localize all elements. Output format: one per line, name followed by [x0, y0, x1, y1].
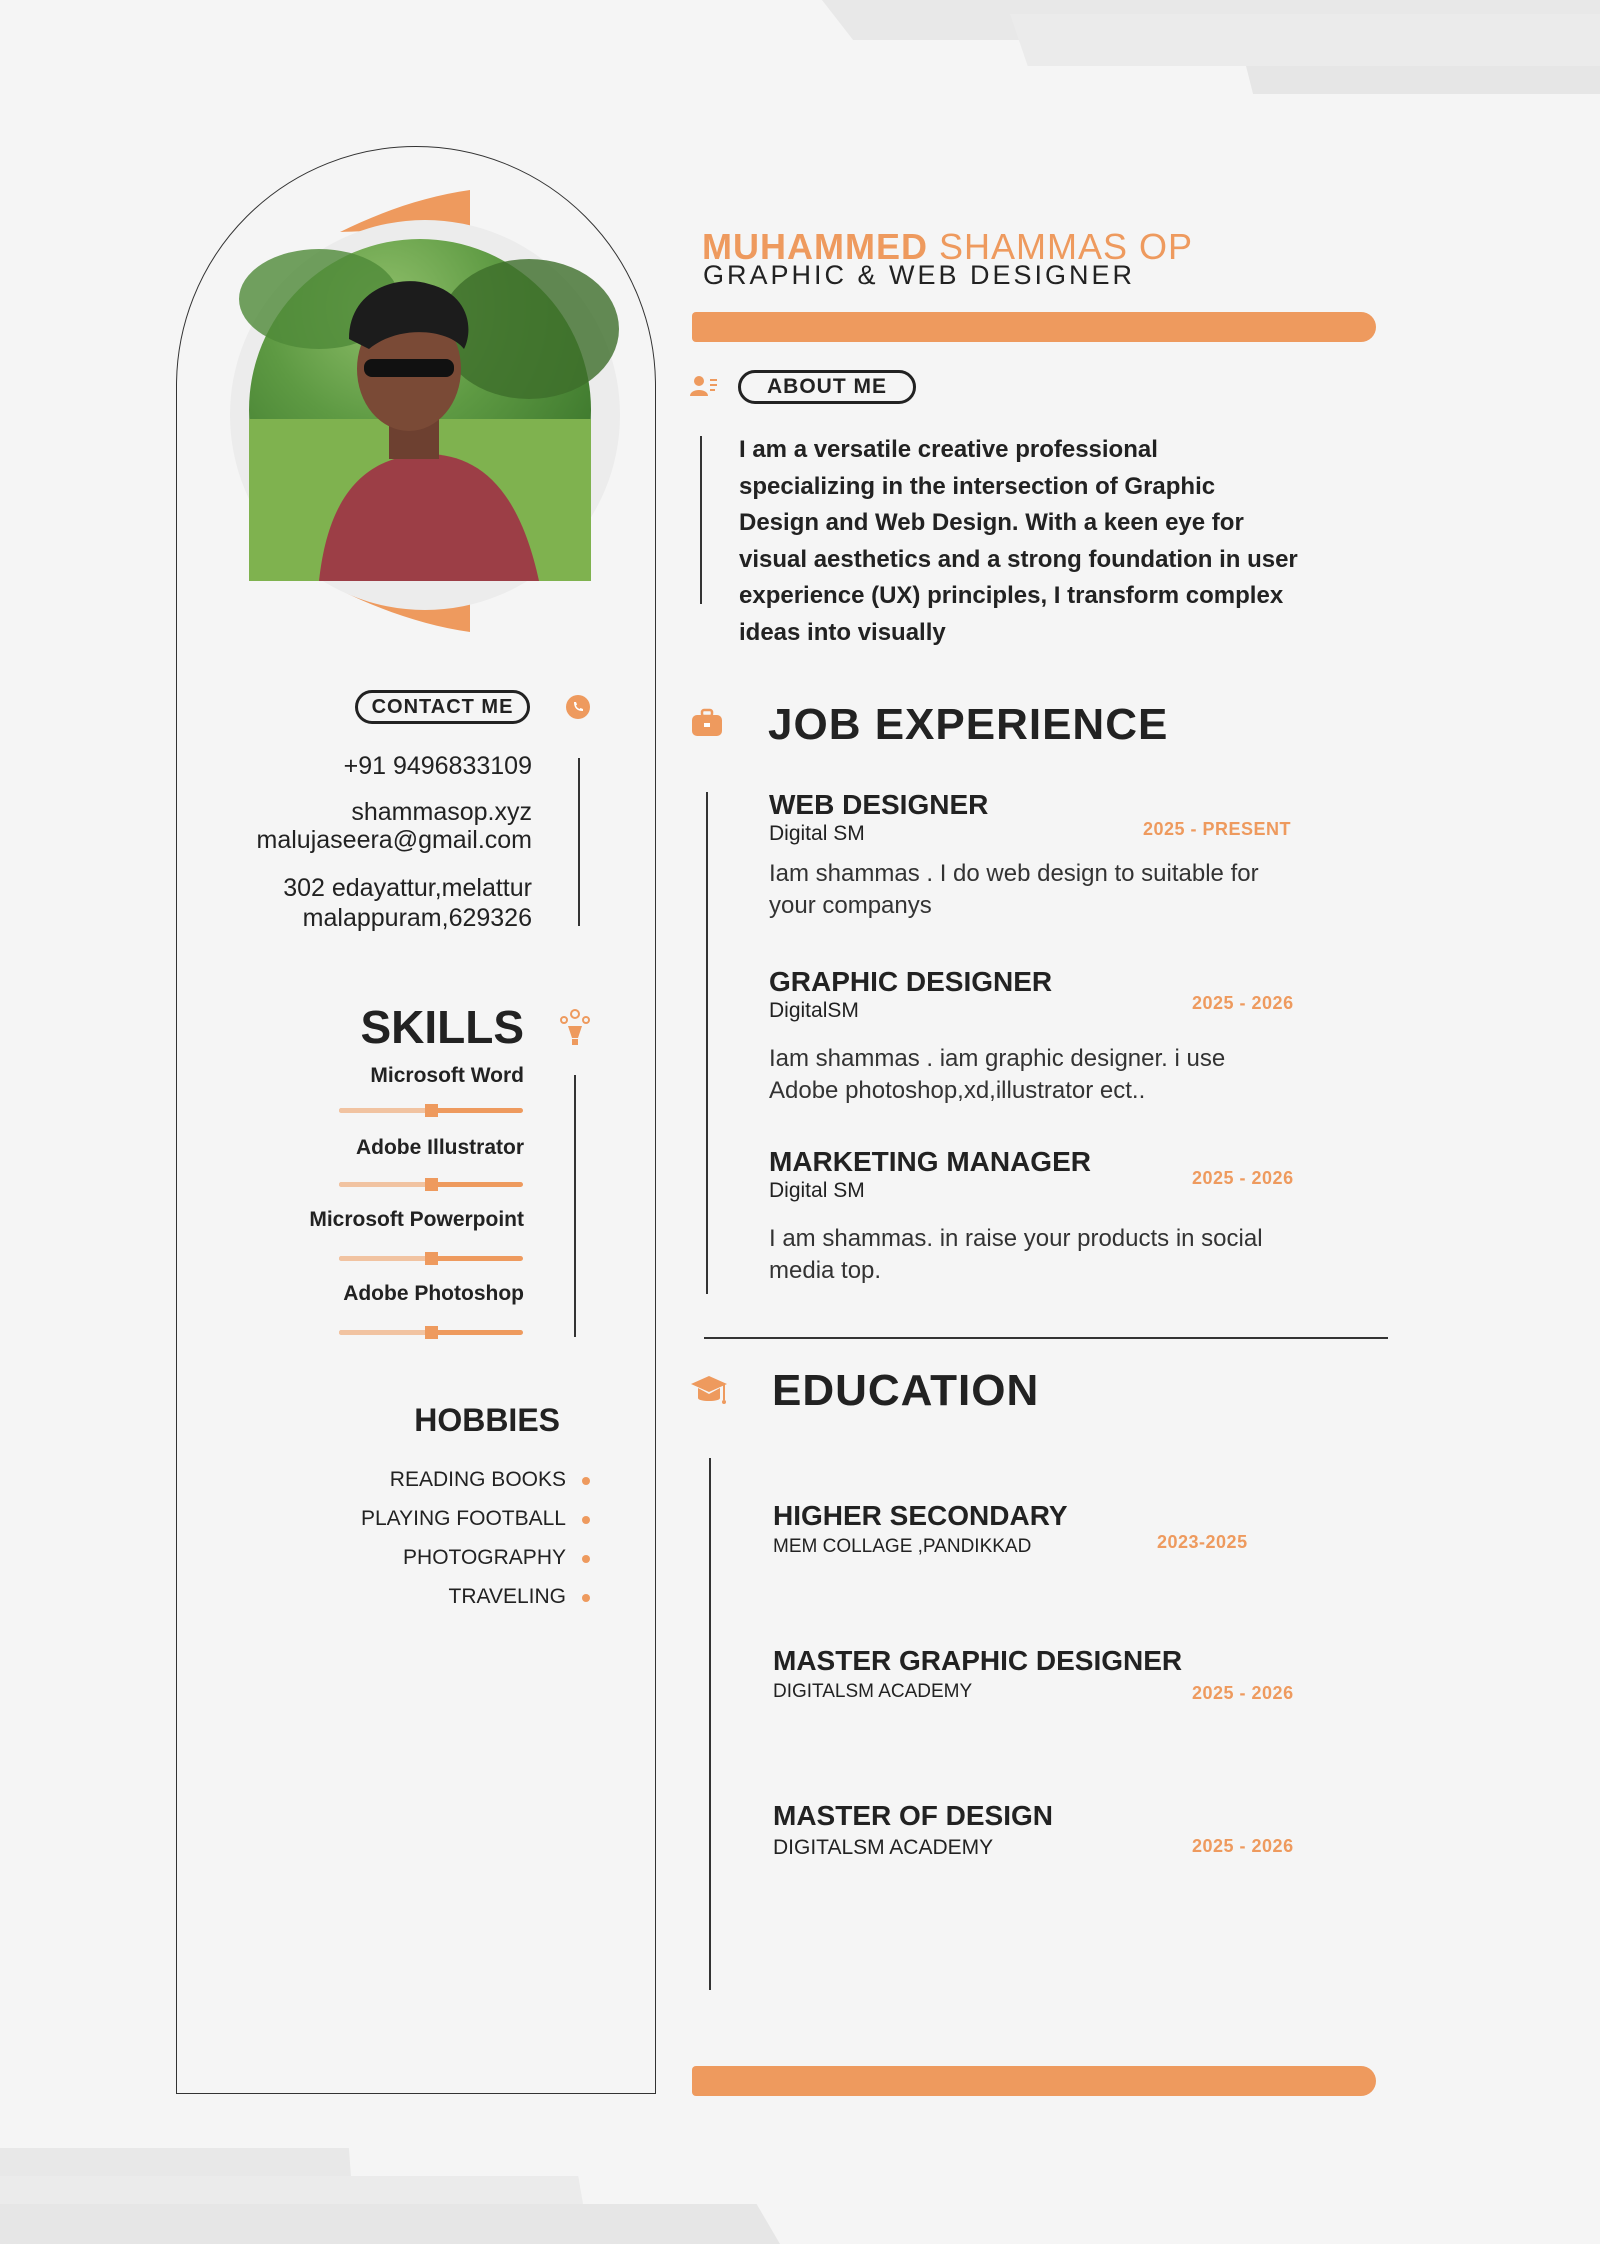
- contact-email[interactable]: malujaseera@gmail.com: [256, 826, 532, 854]
- profile-photo: [249, 239, 591, 581]
- education-date: 2025 - 2026: [1192, 1836, 1294, 1856]
- hobby-bullet: [582, 1594, 590, 1602]
- last-name: SHAMMAS OP: [938, 226, 1194, 267]
- contact-divider: [578, 758, 580, 926]
- hobby-bullet: [582, 1555, 590, 1563]
- hobby-item: TRAVELING: [448, 1585, 566, 1608]
- hobby-item: PHOTOGRAPHY: [403, 1546, 566, 1569]
- education-date: 2025 - 2026: [1192, 1683, 1294, 1703]
- education-title-item: HIGHER SECONDARY: [773, 1500, 1068, 1531]
- contact-me-label: CONTACT ME: [355, 690, 530, 724]
- decor-shape-top-2: [1010, 14, 1600, 66]
- education-date: 2023-2025: [1157, 1532, 1248, 1552]
- job-company: DigitalSM: [769, 999, 859, 1022]
- education-school: DIGITALSM ACADEMY: [773, 1681, 973, 1702]
- experience-title: JOB EXPERIENCE: [768, 700, 1169, 749]
- footer-accent-bar: [692, 2066, 1376, 2096]
- contact-website[interactable]: shammasop.xyz: [351, 798, 532, 826]
- section-divider: [704, 1337, 1388, 1339]
- skill-bar: [339, 1182, 523, 1187]
- graduation-cap-icon: [690, 1374, 728, 1410]
- skill-bar: [339, 1256, 523, 1261]
- skill-bar: [339, 1108, 523, 1113]
- education-title: EDUCATION: [772, 1366, 1040, 1415]
- job-title: WEB DESIGNER: [769, 789, 989, 820]
- phone-icon: [566, 695, 590, 719]
- role-heading: GRAPHIC & WEB DESIGNER: [703, 260, 1136, 290]
- hobby-item: PLAYING FOOTBALL: [360, 1507, 566, 1530]
- about-me-label: ABOUT ME: [738, 370, 916, 404]
- skill-label: Microsoft Word: [370, 1064, 524, 1087]
- first-name: MUHAMMED: [702, 226, 928, 267]
- hobbies-title: HOBBIES: [414, 1402, 560, 1438]
- skills-title: SKILLS: [360, 1001, 524, 1053]
- decor-shape-top-3: [1246, 66, 1600, 94]
- hobby-item: READING BOOKS: [389, 1468, 566, 1491]
- job-company: Digital SM: [769, 1179, 865, 1202]
- experience-timeline: [706, 792, 708, 1294]
- job-title: GRAPHIC DESIGNER: [769, 966, 1053, 997]
- education-title-item: MASTER OF DESIGN: [773, 1800, 1054, 1831]
- hobby-bullet: [582, 1516, 590, 1524]
- skills-divider: [574, 1075, 576, 1337]
- job-description: I am shammas. in raise your products in social media top.: [769, 1225, 1263, 1284]
- about-divider: [700, 436, 702, 604]
- skill-label: Adobe Illustrator: [355, 1136, 524, 1159]
- job-description: Iam shammas . I do web design to suitable for your companys: [769, 860, 1259, 919]
- job-date: 2025 - 2026: [1192, 993, 1294, 1013]
- education-school: DIGITALSM ACADEMY: [773, 1836, 994, 1859]
- skills-icon: [560, 1008, 590, 1048]
- education-school: MEM COLLAGE ,PANDIKKAD: [773, 1536, 1032, 1557]
- education-timeline: [709, 1458, 711, 1990]
- hobby-bullet: [582, 1477, 590, 1485]
- contact-address-line1: 302 edayattur,melattur: [283, 874, 532, 902]
- job-title: MARKETING MANAGER: [769, 1146, 1091, 1177]
- job-company: Digital SM: [769, 822, 865, 845]
- skill-bar: [339, 1330, 523, 1335]
- job-description: Iam shammas . iam graphic designer. i use Adobe photoshop,xd,illustrator ect..: [769, 1045, 1226, 1104]
- job-date: 2025 - 2026: [1192, 1168, 1294, 1188]
- briefcase-icon: [691, 709, 723, 737]
- contact-address-line2: malappuram,629326: [302, 904, 532, 932]
- skill-label: Adobe Photoshop: [343, 1282, 524, 1305]
- user-icon: [690, 374, 718, 398]
- about-text: I am a versatile creative professional specializing in the intersection of Graphic Design and Web Design. With a keen eye for visual aesthetics and a strong foundation in user experience (UX) principles, I transform complex ideas into visually: [739, 436, 1298, 646]
- contact-phone[interactable]: +91 9496833109: [343, 752, 532, 780]
- skill-label: Microsoft Powerpoint: [309, 1208, 524, 1231]
- education-title-item: MASTER GRAPHIC DESIGNER: [773, 1645, 1183, 1676]
- header-accent-bar: [692, 312, 1376, 342]
- decor-shape-bottom-3: [0, 2204, 780, 2244]
- job-date: 2025 - PRESENT: [1143, 819, 1292, 839]
